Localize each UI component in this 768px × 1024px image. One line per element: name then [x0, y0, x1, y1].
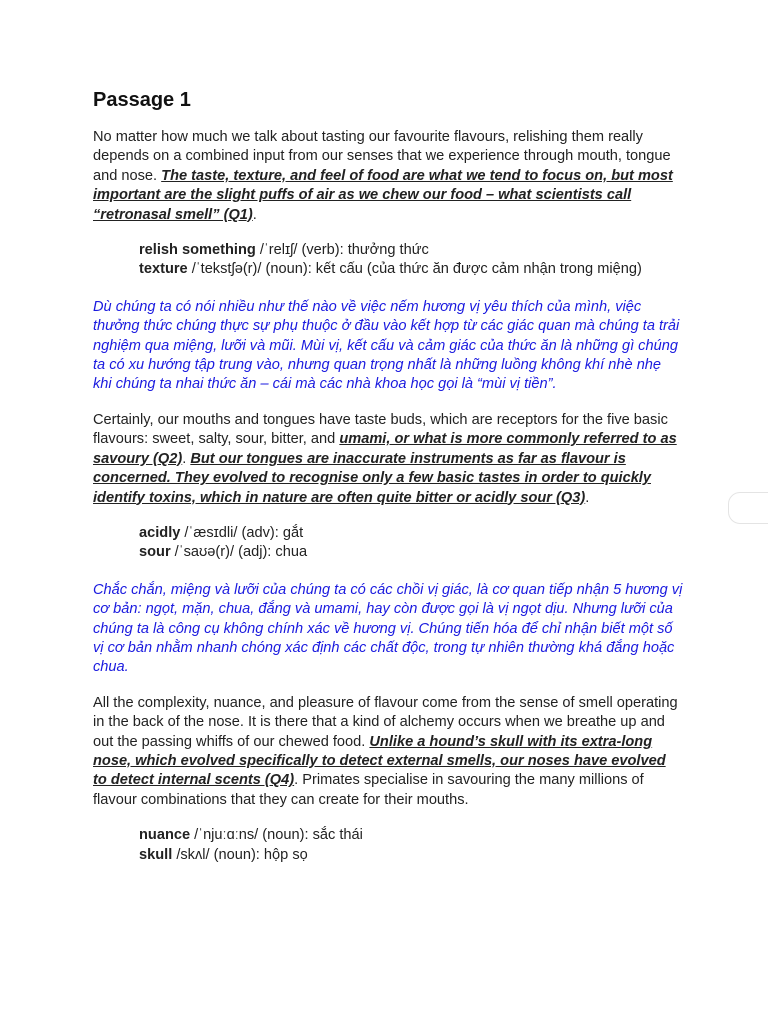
vocab-definition: /ˈrelɪʃ/ (verb): thưởng thức	[255, 242, 429, 259]
paragraph-text: .	[585, 489, 590, 506]
paragraph-text: All the complexity, nuance, and pleasure of flavour come from the sense of smell operating in the back of the nose. It is there that a kind of alchemy occurs when we breathe up and out the passing whiffs of our chewed food.	[93, 694, 678, 750]
vocab-definition: /ˈsaʊə(r)/ (adj): chua	[170, 544, 308, 561]
paragraph-2	[93, 411, 683, 508]
paragraph-text: Certainly, our mouths and tongues have taste buds, which are receptors for the five basic flavours: sweet, salty, sour, bitter, and	[93, 411, 668, 448]
vocab-word: skull	[139, 846, 173, 863]
highlighted-answer-q3: But our tongues are inaccurate instruments as far as flavour is concerned. They evolved to recognise only a few basic tastes in order to quickly identify toxins, which in nature are often quite bitter or acidly sour (Q3)	[93, 450, 651, 506]
vocab-entry	[139, 846, 683, 865]
vocab-word: sour	[139, 544, 171, 561]
vocab-entry	[139, 826, 683, 845]
highlighted-answer-q4: Unlike a hound’s skull with its extra-long nose, which evolved specifically to detect external smells, our noses have evolved to detect internal scents (Q4)	[93, 733, 666, 789]
vocab-word: nuance	[139, 827, 191, 844]
vocab-entry	[139, 543, 683, 562]
paragraph-1	[93, 128, 683, 225]
document-page	[93, 88, 683, 883]
vocabulary-list-1	[139, 241, 683, 280]
vocab-word: relish something	[139, 242, 256, 259]
vocab-definition: /skʌl/ (noun): hộp sọ	[172, 846, 308, 863]
vocab-entry	[139, 524, 683, 543]
vocab-definition: /ˈæsɪdli/ (adv): gắt	[180, 524, 304, 541]
vocab-word: acidly	[139, 524, 181, 541]
paragraph-text: .	[182, 450, 191, 467]
vocab-entry	[139, 260, 683, 279]
paragraph-text: . Primates specialise in savouring the many millions of flavour combinations that they can create for their mouths.	[93, 772, 644, 808]
page-title: Passage 1	[93, 89, 191, 111]
vocab-definition: /ˈtekstʃə(r)/ (noun): kết cấu (của thức ăn được cảm nhận trong miệng)	[187, 261, 642, 278]
paragraph-3	[93, 694, 683, 810]
vietnamese-translation-1: Dù chúng ta có nói nhiều như thế nào về việc nếm hương vị yêu thích của mình, việc thưởng thức chúng thực sự phụ thuộc ở đầu vào kết hợp từ các giác quan mà chúng ta trải nghiệm qua miệng, lưỡi và mũi. Mùi vị, kết cấu và cảm giác của thức ăn là những gì chúng ta có xu hướng tập trung vào, nhưng quan trọng nhất là những luồng không khí nhè nhẹ khi chúng ta nhai thức ăn – cái mà các nhà khoa học gọi là “mùi vị tiền”.	[93, 298, 680, 393]
vocab-definition: /ˈnjuːɑːns/ (noun): sắc thái	[190, 827, 363, 844]
paragraph-text: .	[252, 206, 257, 223]
paragraph-text: No matter how much we talk about tasting our favourite flavours, relishing them really depends on a combined input from our senses that we experience through mouth, tongue and nose.	[93, 129, 671, 184]
highlighted-answer-q1: The taste, texture, and feel of food are what we tend to focus on, but most important are the slight puffs of air as we chew our food – what scientists call “retronasal smell” (Q1)	[93, 167, 673, 223]
vocabulary-list-2	[139, 524, 683, 563]
vietnamese-translation-2: Chắc chắn, miệng và lưỡi của chúng ta có các chồi vị giác, là cơ quan tiếp nhận 5 hương vị cơ bản: ngọt, mặn, chua, đắng và umami, hay còn được gọi là vị ngọt dịu. Nhưng lưỡi của chúng ta là công cụ không chính xác về hương vị. Chúng tiến hóa để chỉ nhận biết một số vị cơ bản nhằm nhanh chóng xác định các chất độc, trong tự nhiên thường khá đắng hoặc chua.	[93, 581, 683, 676]
vocabulary-list-3	[139, 826, 683, 865]
highlighted-answer-q2: umami, or what is more commonly referred to as savoury (Q2)	[93, 431, 677, 467]
vocab-word: texture	[139, 261, 188, 278]
side-panel-tab[interactable]	[728, 492, 768, 524]
vocab-entry	[139, 241, 683, 260]
